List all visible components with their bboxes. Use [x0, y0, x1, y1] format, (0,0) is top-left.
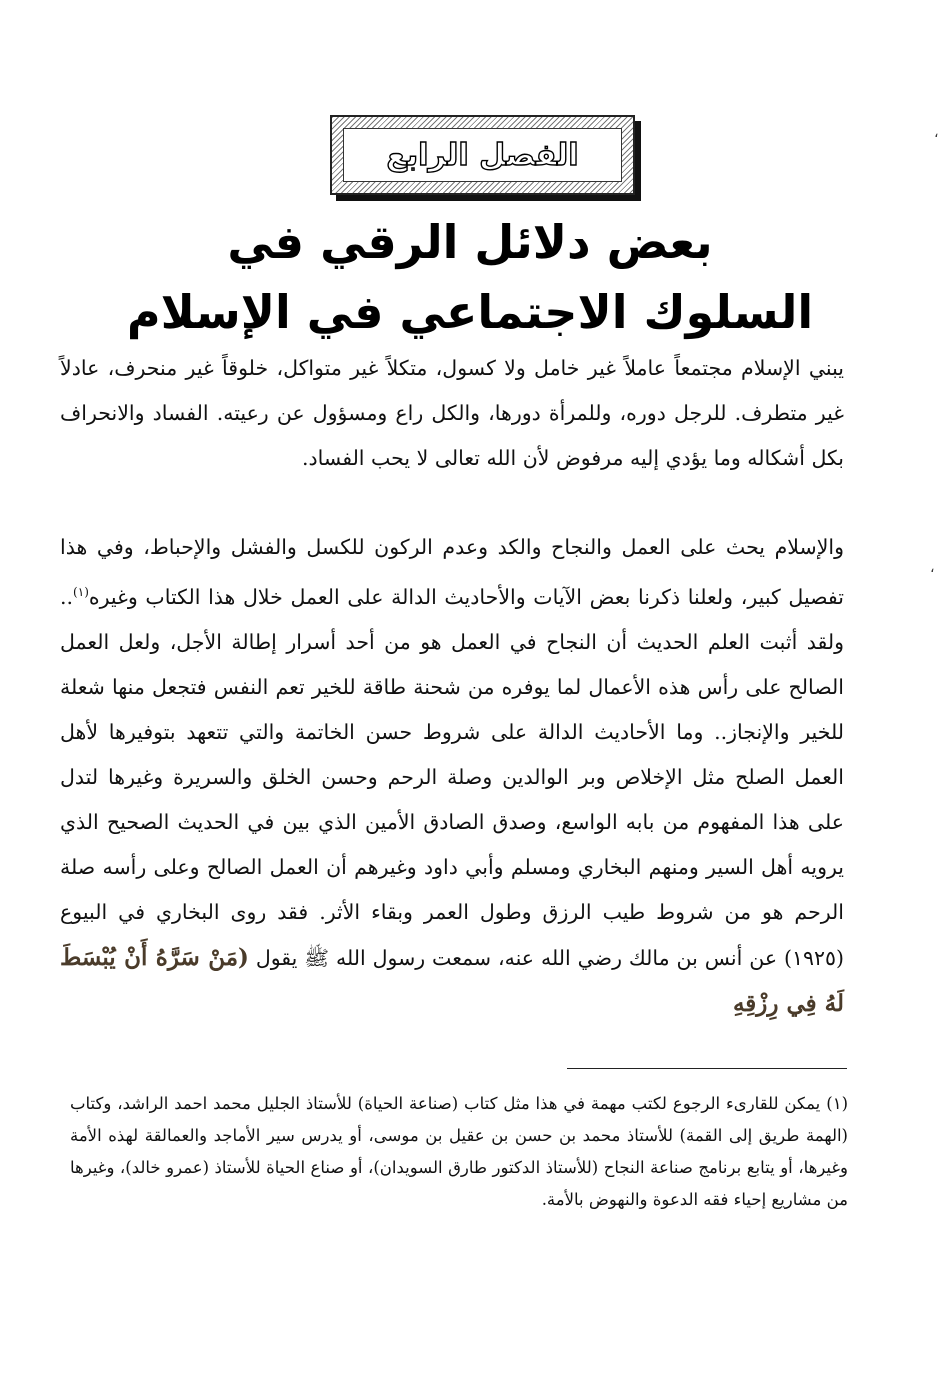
paragraph-2-text-a: والإسلام يحث على العمل والنجاح والكد وعدم الركون للكسل والفشل والإحباط، وفي هذا تفصيل كبير، ولعلنا ذكرنا بعض الآيات والأحاديث الدالة على العمل خلال هذا الكتاب وغيره [60, 535, 844, 609]
footnote-reference: (١) [73, 585, 89, 599]
footnote [70, 1088, 848, 1216]
footnote-separator [567, 1068, 847, 1069]
hadith-quote: (مَنْ سَرَّهُ أَنْ يُبْسَطَ لَهُ فِي رِزْقِهِ [60, 943, 844, 1017]
chapter-title-line-1: بعض دلائل الرقي في [227, 215, 713, 269]
scan-edge-mark: ، [930, 560, 935, 576]
chapter-label: الفصل الرابع [386, 137, 579, 173]
footnote-number: (١) [826, 1094, 848, 1113]
body-paragraph-1: يبني الإسلام مجتمعاً عاملاً غير خامل ولا كسول، متكلاً غير متواكل، خلوقاً غير منحرف، عادلاً غير متطرف. للرجل دوره، وللمرأة دورها، والكل راع ومسؤول عن رعيته. الفساد والانحراف بكل أشكاله وما يؤدي إليه مرفوض لأن الله تعالى لا يحب الفساد. [60, 356, 844, 470]
paragraph-2-text-b: .. ولقد أثبت العلم الحديث أن النجاح في العمل هو من أحد أسرار إطالة الأجل، ولعل العمل الصالح على رأس هذه الأعمال لما يوفره من شحنة طاقة للخير تعم النفس فتجعل منها شعلة للخير والإنجاز.. وما الأحاديث الدالة على شروط حسن الخاتمة والتي تتعهد بتوفيرها لأهل العمل الصلح مثل الإخلاص وبر الوالدين وصلة الرحم وحسن الخلق والسريرة وغيرها لتدل على هذا المفهوم من بابه الواسع، وصدق الصادق الأمين الذي بين في الحديث الصحيح الذي يرويه أهل السير ومنهم البخاري ومسلم وأبي داود وغيرهم أن العمل الصالح وعلى رأسه صلة الرحم هو من شروط طيب الرزق وطول العمر وبقاء الأثر. فقد روى البخاري في البيوع (١٩٢٥) عن أنس بن مالك رضي الله عنه، سمعت رسول الله ﷺ يقول [60, 584, 845, 970]
chapter-title-line-2: السلوك الاجتماعي في الإسلام [126, 285, 814, 339]
chapter-heading-inner [343, 128, 622, 182]
chapter-heading-frame [330, 115, 635, 195]
scan-edge-mark: ، [934, 125, 939, 141]
body-paragraph-2 [60, 525, 844, 1027]
footnote-text: يمكن للقارىء الرجوع لكتب مهمة في هذا مثل كتاب (صناعة الحياة) للأستاذ الجليل محمد احمد الراشد، وكتاب (الهمة طريق إلى القمة) للأستاذ محمد بن حسن بن عقيل بن موسى، أو يدرس سير الأماجد والعمالقة لهذه الأمة وغيرها، أو يتابع برنامج صناعة النجاح (للأستاذ الدكتور طارق السويدان)، أو صناع الحياة للأستاذ (عمرو خالد)، وغيرها من مشاريع إحياء فقه الدعوة والنهوض بالأمة. [70, 1094, 848, 1209]
